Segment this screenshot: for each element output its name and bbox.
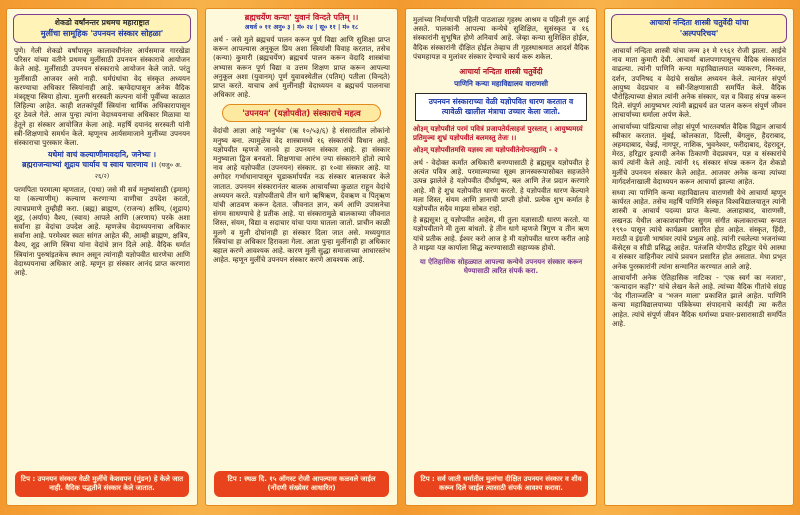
panel-4-bio-2: आचार्याच्या पांडित्याचा लोहा संपूर्ण भारतवर्षात वैदिक विद्वान आचार्य स्वीकार करतात. मुंबई, कोलकाता, दिल्ली, बेंगलुरु, हैदराबाद, अहमदाबाद, चेन्नई, नागपूर, नाशिक, भुवनेश्वर, फरीदाबाद, देहरादून, मेरठ, हरिद्वार इत्यादी अनेक ठिकाणी वेदप्रवचन, यज्ञ व संस्कारांचे कार्य त्यांनी केले आहे. त्यांनी १६ संस्कार संपन्न करून देत शेकडो मुलींचे उपनयन संस्कार केले आहेत. आजवर अनेक कन्या त्यांच्या मार्गदर्शनाखाली वेदाध्ययन करून आचार्या झाल्या आहेत. — [612, 121, 786, 186]
panel-3-mantra-note: उपनयन संस्काराच्या वेळी यज्ञोपवित धारण करतात व त्यावेळी खालील मंत्राचा उच्चार केला जातो. — [415, 93, 587, 121]
panel-1-verse-block — [14, 150, 190, 182]
panel-1-verse-ref: (यजु० अ. २६/२) — [94, 162, 182, 181]
panel-3-intro: मुलांच्या निर्माणाची पहिली पाठशाळा गृहस्थ आश्रम व पहिली गुरु आई असते. पालकांनी आपल्या कन्येचे सुशिक्षित, सुसंस्कृत व १६ संस्कारांनी सुभूषित होणे अनिवार्य आहे. जेव्हा कन्या सुशिक्षित होईल, वैदिक संस्कारांनी दीक्षित होईल तेव्हाच ती गृहस्थाश्रमात आदर्श वैदिक पंचमहायज्ञ व मुलांवर संस्कार देण्याचे कार्य करू शकेल. — [413, 15, 589, 61]
panel-1-explanation: परमपिता परमात्मा म्हणतात, (यथा) जसे मी सर्व मनुष्यांसाठी (इमाम्) या (कल्याणीम्) कल्याण करणाऱ्या वाणीचा उपदेश करतो, त्याचप्रमाणे तुम्हीही करा. (ब्रह्म) ब्राह्मण, (राजन्य) क्षत्रिय, (शूद्राय) शूद्र, (अर्याय) वैश्य, (स्वाय) आपले आणि (अरणाय) परके अशा सर्वांना हा वेदांचा उपदेश आहे. म्हणजेच वेदाध्ययनाचा अधिकार सर्वांना आहे. परमेश्वर स्वतः सांगत आहेत की, आम्ही ब्राह्मण, क्षत्रिय, वैश्य, शूद्र आणि स्त्रिया यांना वेदांचे ज्ञान दिले आहे. वैदिक धर्मात स्त्रियांना पुरुषांइतकेच स्थान असून त्यांनाही यज्ञोपवीत धारणेचा आणि वेदाध्ययनाचा अधिकार आहे. म्हणून हा संस्कार आनंद प्राप्त करणारा आहे. — [14, 185, 190, 278]
panel-2-meaning: अर्थ - जसे मुले ब्रह्मचर्य पालन करून पूर्ण विद्या आणि सुशिक्षा प्राप्त करून आपल्यास अनुकूल प्रिय अशा स्त्रियांशी विवाह करतात, तसेच (कन्या) कुमारी (ब्रह्मचर्येण) ब्रह्मचर्य पालन करून वेदादि शास्त्रांचा अभ्यास करून पूर्ण विद्या व उत्तम शिक्षण प्राप्त करून आपल्या अनुकूल अशा (युवानम्) पूर्ण युवावस्थेतील (पतिम्) पतीला (विन्दते) प्राप्त करते. याचाच अर्थ मुलींनाही वेदाध्ययन व ब्रह्मचर्य पालनाचा अधिकार आहे. — [213, 35, 390, 100]
panel-3-mantra-1: ओ३म् यज्ञोपवीतं परमं पवित्रं प्रजापतेर्यत्सहजं पुरस्तात् । आयुष्यमग्र्यं प्रतिमुञ्च शुभ्रं यज्ञोपवीतं बलमस्तु तेजः ।। — [413, 125, 583, 143]
panel-3 — [405, 8, 597, 506]
panel-3-meaning: अर्थ - वेदोक्त कर्मांत अधिकारी बनण्यासाठी हे ब्रह्मसूत्र यज्ञोपवीत हे अत्यंत पवित्र आहे. परमात्म्याच्या सूक्ष्म ज्ञानस्वरूपासोबत सहजतेने उत्पन्न झालेले हे यज्ञोपवीत दीर्घायुष्य, बल आणि तेज प्रदान करणारे आहे. मी हे शुभ्र यज्ञोपवीत धारण करतो. हे यज्ञोपवीत धारण केल्याने मला शिस्त, संयम आणि ज्ञानाची प्राप्ती होवो. प्रत्येक शुभ कर्मात हे यज्ञोपवीत सदैव माझ्या सोबत राहो. — [413, 158, 589, 214]
panel-4 — [604, 8, 794, 506]
panel-1-title-box — [13, 14, 191, 43]
panel-4-title-line-1: आचार्या नन्दिता शास्त्री चतुर्वेदी यांचा — [649, 18, 749, 27]
panel-2-verse-heading: ब्रह्मचर्येण कन्या' युवानं विन्दते पतिम् ।। — [244, 13, 359, 22]
panel-1-title-line-1: शेकडो वर्षांनन्तर प्रथमच महाराष्ट्रात — [54, 18, 150, 27]
panel-4-bio-3: सध्या त्या पाणिनि कन्या महाविद्यालय वाराणसी येथे आचार्या म्हणून कार्यरत आहेत. तसेच महर्षि पाणिनि संस्कृत विश्वविद्यालयातून त्यांनी शास्त्री व आचार्य पदव्या प्राप्त केल्या. अलाहाबाद, वाराणसी, लखनऊ येथील आकाशवाणीवर सुगम संगीत कलाकाराच्या रूपात १९९० पासून त्यांचे कार्यक्रम प्रसारित होत आहेत. संस्कृत, हिंदी, मराठी व इंग्रजी भाषांवर त्यांचे प्रभुत्व आहे. त्यांनी रचलेल्या भजनांच्या कॅसेट्स व सीडी प्रसिद्ध आहेत. पतंजलि योगपीठ हरिद्वार येथे आस्था व संस्कार वाहिनीवर त्यांचे प्रवचन प्रसारित होत असतात. मेधा प्रभृत अनेक पुरस्कारांनी त्यांना सन्मानित करण्यात आले आहे. — [612, 188, 786, 271]
panel-4-bio-1: आचार्या नन्दिता शास्त्री यांचा जन्म ३१ मे १९६१ रोजी झाला. आईचे नाव माता कुमारी देवी. आचार्या बालपणापासूनच वैदिक संस्कारांत वाढल्या. त्यांनी पाणिनि कन्या महाविद्यालयात व्याकरण, निरुक्त, दर्शन, उपनिषद व वेदांचे सखोल अध्ययन केले. त्यानंतर संपूर्ण आयुष्य वेदप्रचार व स्त्री-शिक्षणासाठी समर्पित केले. वैदिक पौरोहित्याच्या क्षेत्रात त्यांनी अनेक संस्कार, यज्ञ व विवाह संपन्न करून दिले. संपूर्ण आयुष्यभर त्यांनी ब्रह्मचर्य व्रत पालन करून संपूर्ण जीवन आचार्याच्या धर्माला अर्पण केले. — [612, 46, 786, 120]
panel-3-meaning-2: हे ब्रह्मसूत्र! तू यज्ञोपवीत आहेस, मी तुला यज्ञासाठी धारण करतो. या यज्ञोपवीताने मी तुला बांधतो. हे तीन धागे म्हणजे त्रिगुण व तीन ऋण यांचे प्रतीक आहे. ईश्वर करो आज हे मी यज्ञोपवीत धारण करीत आहे ते माझ्या यज्ञ कार्याला सिद्ध करण्यासाठी सहाय्यक होवो. — [413, 215, 589, 252]
panel-2-importance: वेदांची आज्ञा आहे 'मनुर्भव' (ऋ १०/५३/६) हे संसारातील लोकांनो मनुष्य बना. त्यामुळेच वेद शास्त्रामध्ये १६ संस्कारांचे विधान आहे. यज्ञोपवीत म्हणजे जानवे हा उपनयन संस्कार आहे. हा संस्कार मनुष्याला द्विज बनवतो. शिक्षणाचा आरंभ ज्या संस्काराने होतो त्याचे नाव आहे यज्ञोपवीत (उपनयन) संस्कार. हा १०वा संस्कार आहे. या अगोदर गर्भाधानापासून चूडाकर्मापर्यंत नऊ संस्कार बालकावर केले जातात. उपनयन संस्कारानंतर बालक आचार्यांच्या कुळात राहून वेदांचे अध्ययन करते. यज्ञोपवीताचे तीन धागे ऋषिऋण, देवऋण व पितृऋण यांची आठवण करून देतात. जीवनात ज्ञान, कर्म आणि उपासनेचा संगम साधण्याचे हे प्रतीक आहे. या संस्कारामुळे बालकाच्या जीवनात शिस्त, संयम, विद्या व सदाचार यांचा पाया घातला जातो. प्राचीन काळी मुलगे व मुली दोघांनाही हा संस्कार दिला जात असे. मध्ययुगात स्त्रियांचा हा अधिकार हिरावला गेला. आता पुन्हा मुलींनाही हा अधिकार बहाल करणे आवश्यक आहे. कारण मुली सुद्धा समाजाच्या आधारस्तंभ आहेत. म्हणून मुलींचे उपनयन संस्कार करणे आवश्यक आहे. — [213, 126, 390, 265]
panel-4-title-box — [611, 14, 787, 43]
panel-1-verse-intro: यथेमां वाचं कल्याणीमावदानि, जनेभ्यः । — [47, 150, 157, 160]
panel-1-tip: टिप : उपनयन संस्कार वेळी मुलींचे केशवपन (मुंडन) हे केले जात नाही. वैदिक पद्धतीने संस्कार केले जातात. — [15, 471, 189, 497]
panel-3-institution: पाणिनि कन्या महाविद्यालय वाराणसी — [454, 79, 548, 89]
panel-4-bio-4: आचार्यांनी अनेक ऐतिहासिक नाटिका - 'एक स्वर्ग का नजारा', 'कन्यादान कहाँ?' यांचे लेखन केले आहे. त्यांच्या वैदिक गीतांचे संग्रह 'वेद गीताञ्जलि' व 'भजन माला' प्रकाशित झाले आहेत. पाणिनि कन्या महाविद्यालयाच्या पत्रिकेच्या संपादनाचे कार्यही त्या करीत आहेत. त्यांचे संपूर्ण जीवन वैदिक धर्माच्या प्रचार-प्रसारासाठी समर्पित आहे. — [612, 272, 786, 328]
panel-3-acharya-name: आचार्या नन्दिता शास्त्री चतुर्वेदी — [459, 67, 543, 77]
panel-2-banner: 'उपनयन' (यज्ञोपवीत) संस्काराचे महत्व — [222, 104, 381, 122]
panel-4-title-line-2: 'अल्पपरिचय' — [679, 29, 719, 38]
panel-1-intro: पुणे। गेली शेकडो वर्षांपासून कालावधीनंतर आर्यसमाज गारखेडा परिसर यांच्या वतीने प्रथमच मुलींसाठी उपनयन संस्काराचे आयोजन केले आहे. मुलींसाठी उपनयन संस्काराचे आयोजन केले जाते. परंतु मुलींसाठी आजवर असे नाही. धर्मग्रंथांचा वेद संस्कृत अध्ययन करण्याचा अधिकार स्त्रियांनाही आहे. ऋग्वेदापासून अनेक वैदिक मंत्रदृष्ट्या स्त्रिया होत्या. मुलगी सरस्वती कल्पना यांनी पूर्वीच्या काळात लिहिल्या आहेत. काही शतकांपूर्वी स्त्रियांना धार्मिक अधिकारापासून दूर ठेवले गेले. आज पुन्हा त्यांना वेदाध्ययनाचा अधिकार मिळावा या हेतूने हा संस्कार आयोजित केला आहे. महर्षि दयानंद सरस्वती यांनी स्त्री-शिक्षणाचे समर्थन केले. म्हणूनच आर्यसमाजाने मुलींच्या उपनयन संस्काराचा पुरस्कार केला. — [14, 46, 190, 148]
panel-2 — [205, 8, 398, 506]
panel-3-tip: टिप : सर्व जाती धर्मातील मुलांचा दीक्षित उपनयन संस्कार व शीव करून दिले जाईल त्यासाठी संपर्क आवश्य करावा. — [414, 471, 588, 497]
panel-2-verse-ref: अथर्व ० ११ अनु० ३ | मं० २४ | सू० ११ | मं० १८ — [244, 24, 359, 31]
panel-3-call-to-action: या ऐतिहासिक सोहळ्यात आपल्या कन्येचे उपनयन संस्कार करून घेण्यासाठी त्वरित संपर्क करा. — [419, 258, 583, 276]
panel-3-mantra-2: ओ३म् यज्ञोपवीतमसि यज्ञस्य त्वा यज्ञोपवीतेनोपनह्यामि - २ — [413, 146, 558, 155]
panel-2-tip: टिप : स्थळ दि. १५ ऑगस्ट रोजी आपल्यास कळवले जाईल (नोंदणी संख्येवर आधारित) — [214, 471, 389, 497]
panel-1 — [6, 8, 198, 506]
panel-1-title-line-2: मुलींचा सामूहिक 'उपनयन संस्कार सोहळा' — [40, 29, 164, 38]
panel-1-verse: ब्रह्मराजन्याभ्यां शूद्राय चार्याय च स्वाय चारणाय ।। — [22, 160, 157, 170]
